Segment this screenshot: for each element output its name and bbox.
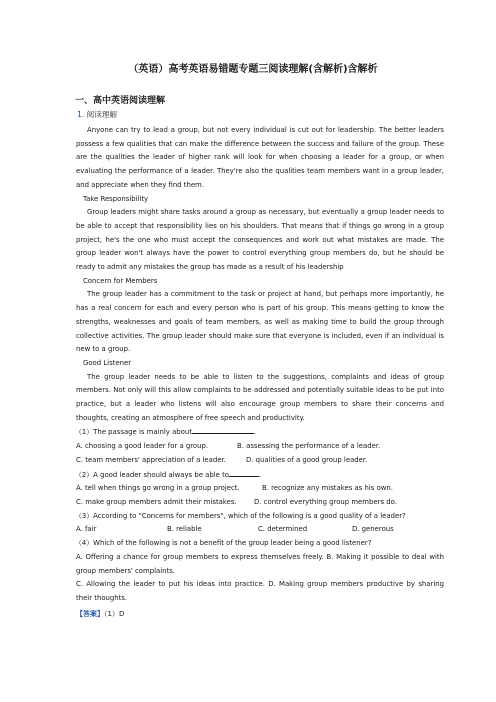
option: A. choosing a good leader for a group.	[76, 442, 209, 451]
question-2-options-row-1	[76, 482, 444, 496]
paragraph-listener: The group leader needs to be able to listen to the suggestions, complaints and ideas of group members. Not only will this allow complaints to be addressed and potentially suitable ideas to be put into practice, but a leader who listens will also encourage group members to share their concerns and thoughts, creating an atmosphere of free speech and productivity.	[76, 372, 444, 422]
answer-tag: 【答案】	[76, 609, 104, 618]
option: C. make group members admit their mistakes.	[76, 497, 237, 506]
option: B. recognize any mistakes as his own.	[262, 484, 393, 493]
question-2-options-row-2	[76, 496, 444, 510]
section-heading: 一、高中英语阅读理解	[75, 96, 166, 106]
question-1	[75, 425, 444, 440]
answer-text: （1）D	[104, 609, 125, 618]
question-4-options-ab: A. Offering a chance for group members to express themselves freely. B. Making it possible to deal with group members' complaints.	[76, 552, 444, 575]
question-4: （4）Which of the following is not a benefit of the group leader being a good listener?	[75, 539, 372, 548]
answer-blank-2	[229, 468, 262, 479]
option: D. control everything group members do.	[254, 497, 397, 506]
document-title: （英语）高考英语易错题专题三阅读理解(含解析)含解析	[128, 64, 378, 75]
answer-line	[76, 607, 444, 621]
question-4-options-cd: C. Allowing the leader to put his ideas into practice. D. Making group members productive by sharing their thoughts.	[76, 580, 444, 602]
question-1-options-row-1	[76, 440, 444, 454]
answer-blank-1	[192, 425, 257, 437]
question-2-stem: （2）A good leader should always be able to	[75, 470, 229, 479]
question-3: （3）According to "Concerns for members", which of the following is a good quality of a leader?	[75, 511, 406, 520]
option: B. assessing the performance of a leader.	[237, 442, 381, 451]
item-label: 阅读理解	[86, 110, 118, 119]
passage-heading-concern: Concern for Members	[83, 276, 158, 285]
item-heading	[77, 109, 444, 120]
passage-heading-listener: Good Listener	[83, 358, 132, 367]
option: A. fair	[76, 525, 97, 534]
intro-paragraph: Anyone can try to lead a group, but not every individual is cut out for leadership. The better leaders possess a few qualities that can make the difference between the success and failure of the group. These are the qualities the leader of higher rank will look for when choosing a leader for a group, or when evaluating the performance of a leader. They're also the qualities team members want in a group leader, and appreciate when they find them.	[76, 126, 444, 189]
option: D. generous	[352, 525, 394, 534]
option: C. team members' appreciation of a leader.	[76, 455, 226, 464]
paragraph-concern: The group leader has a commitment to the task or project at hand, but perhaps more importantly, he has a real concern for each and every person who is part of his group. This means getting to know the strengths, weaknesses and goals of team members, as well as making time to build the group through collective activities. The group leader should make sure that everyone is included, even if an individual is new to a group.	[76, 290, 444, 354]
paragraph-responsibility: Group leaders might share tasks around a group as necessary, but eventually a group leader needs to be able to accept that responsibility lies on his shoulders. That means that if things go wrong in a group project, he's the one who must accept the consequences and work out what mistakes are made. The group leader won't always have the power to control everything group members do, but he should be ready to admit any mistakes the group has made as a result of his leadership	[76, 208, 444, 272]
passage-heading-responsibility: Take Responsibility	[83, 194, 149, 203]
question-2-end: .	[259, 470, 262, 479]
option: C. determined	[258, 525, 308, 534]
question-1-end: .	[253, 428, 257, 437]
item-number: 1.	[77, 110, 85, 119]
question-1-stem: （1）The passage is mainly about	[75, 428, 192, 437]
question-3-options	[76, 523, 444, 537]
option: A. tell when things go wrong in a group project.	[76, 484, 240, 493]
question-1-options-row-2	[76, 454, 444, 468]
question-2	[75, 468, 444, 483]
option: D. qualities of a good group leader.	[246, 455, 368, 464]
option: B. reliable	[167, 525, 202, 534]
